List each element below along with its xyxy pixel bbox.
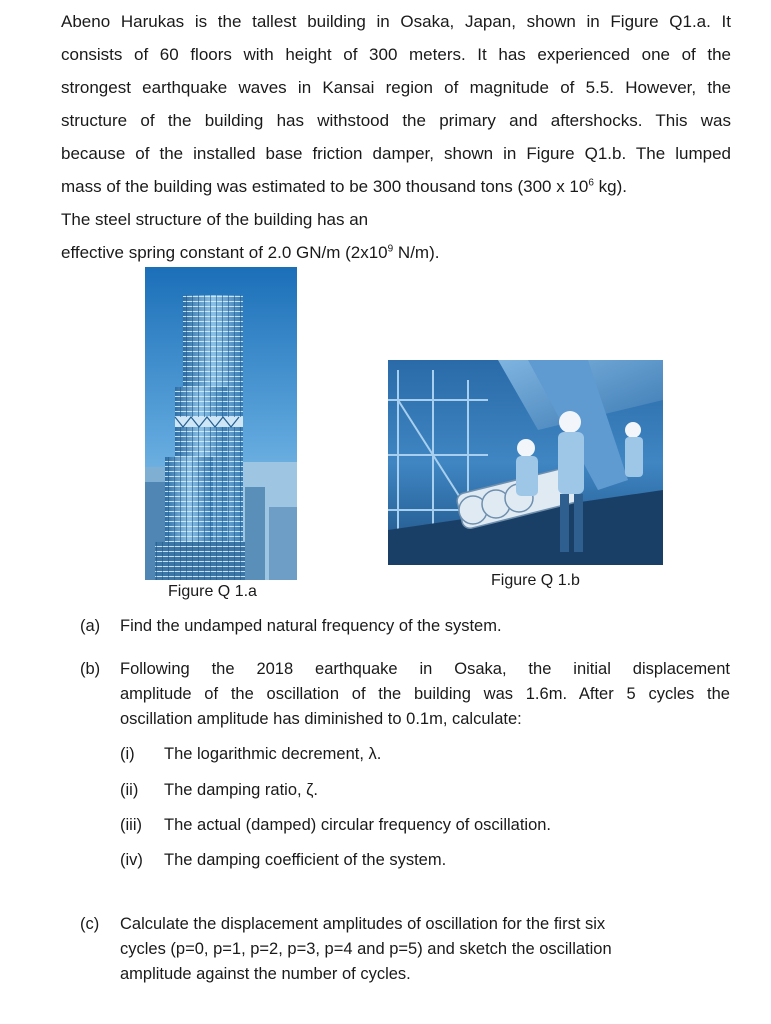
- intro-line: consists of 60 floors with height of 300 meters. It has experienced one of the: [61, 45, 731, 64]
- question-c-line: amplitude against the number of cycles.: [120, 965, 411, 983]
- question-c-line: Calculate the displacement amplitudes of oscillation for the first six: [120, 915, 606, 933]
- question-c-body: [120, 912, 730, 987]
- question-b-line: Following the 2018 earthquake in Osaka, the initial displacement: [120, 660, 730, 678]
- part-text: The damping ratio, ζ.: [164, 781, 319, 799]
- part-number: (i): [120, 745, 135, 763]
- question-a: [80, 614, 730, 639]
- spring-text: effective spring constant of 2.0 GN/m (2x10: [61, 243, 388, 262]
- question-a-text: Find the undamped natural frequency of the system.: [120, 617, 502, 635]
- part-text: The damping coefficient of the system.: [164, 851, 447, 869]
- intro-paragraph: [61, 5, 731, 269]
- question-b: [80, 657, 730, 732]
- part-number: (iii): [120, 816, 142, 834]
- intro-steel-line: The steel structure of the building has an: [61, 210, 369, 229]
- question-a-body: [120, 614, 730, 639]
- mass-unit: kg).: [593, 177, 627, 196]
- figure-q1a-tower-photo: [145, 267, 297, 580]
- figure-q1b-damper-photo: [388, 360, 663, 565]
- question-b-line: amplitude of the oscillation of the building was 1.6m. After 5 cycles the: [120, 685, 730, 703]
- mass-exponent: 6: [588, 177, 594, 189]
- tower-illustration: [145, 267, 297, 580]
- part-number: (iv): [120, 851, 143, 869]
- question-c-label: (c): [80, 915, 100, 933]
- intro-mass-line: [61, 170, 731, 203]
- part-text: The logarithmic decrement, λ.: [164, 745, 382, 763]
- question-b-part-ii: [120, 778, 318, 803]
- intro-line: strongest earthquake waves in Kansai region of magnitude of 5.5. However, the: [61, 78, 731, 97]
- question-b-part-iv: [120, 848, 446, 873]
- question-c: [80, 912, 730, 987]
- question-b-part-i: [120, 742, 381, 767]
- question-a-label: (a): [80, 617, 101, 635]
- spring-unit: N/m).: [393, 243, 440, 262]
- question-b-label: (b): [80, 660, 101, 678]
- spring-exponent: 9: [387, 243, 394, 255]
- intro-line: Abeno Harukas is the tallest building in Osaka, Japan, shown in Figure Q1.a. It: [61, 12, 731, 31]
- question-b-part-iii: [120, 813, 551, 838]
- question-c-line: cycles (p=0, p=1, p=2, p=3, p=4 and p=5) and sketch the oscillation: [120, 940, 612, 958]
- question-b-line: oscillation amplitude has diminished to 0.1m, calculate:: [120, 710, 522, 728]
- figure-q1b-caption: Figure Q 1.b: [491, 572, 580, 589]
- figure-q1a-caption: Figure Q 1.a: [168, 583, 257, 600]
- damper-illustration: [388, 360, 663, 565]
- mass-text: mass of the building was estimated to be 300 thousand tons (300 x 10: [61, 177, 589, 196]
- part-text: The actual (damped) circular frequency of oscillation.: [164, 816, 552, 834]
- question-b-body: [120, 657, 730, 732]
- intro-line: because of the installed base friction damper, shown in Figure Q1.b. The lumped: [61, 144, 731, 163]
- intro-line: structure of the building has withstood the primary and aftershocks. This was: [61, 111, 731, 130]
- intro-spring-line: [61, 236, 731, 269]
- part-number: (ii): [120, 781, 139, 799]
